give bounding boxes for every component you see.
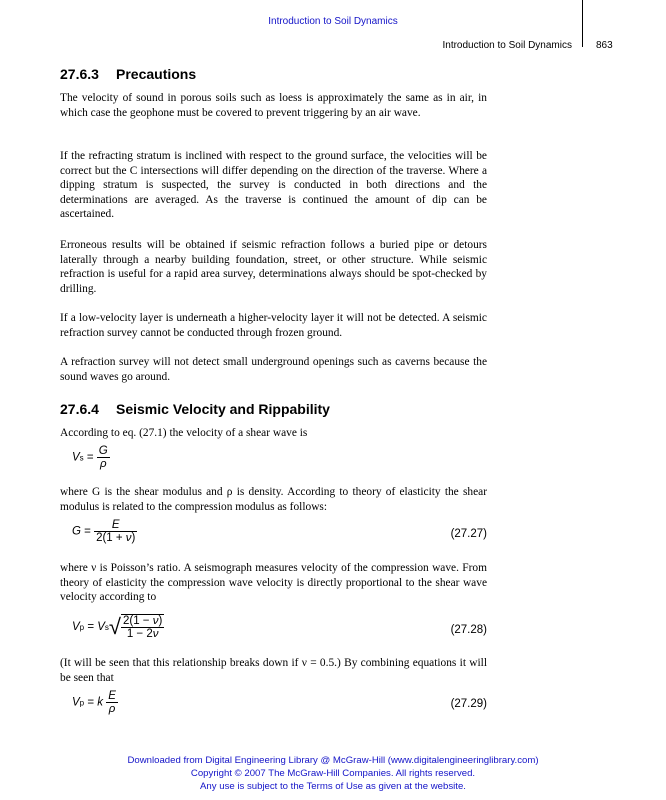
equation-number: (27.28) — [450, 624, 487, 636]
paragraph: where ν is Poisson’s ratio. A seismograph measures velocity of the compression wave. From theory of elasticity the compression wave velocity is directly proportional to the shear wave velocity according to — [60, 562, 487, 604]
paragraph: A refraction survey will not detect small underground openings such as caverns because the sound waves go around. — [60, 356, 487, 383]
paragraph: If the refracting stratum is inclined with respect to the ground surface, the velocities will be correct but the C intersections will differ depending on the direction of the traverse. Where a dipping stratum is suspected, the survey is conducted in both directions and the determinations are averaged. As the traverse is continued the amount of dip can be ascertained. — [60, 150, 487, 221]
top-title-link[interactable]: Introduction to Soil Dynamics — [268, 16, 398, 27]
equation-27-27: G = $\frac{E}{2(1 + \nu)}$ — [72, 519, 136, 544]
equation-number: (27.27) — [450, 528, 487, 540]
footer-terms-link[interactable]: Any use is subject to the Terms of Use as given at the website. — [200, 781, 466, 792]
paragraph: If a low-velocity layer is underneath a higher-velocity layer it will not be detected. A seismic refraction survey cannot be conducted through frozen ground. — [60, 312, 487, 339]
paragraph: Erroneous results will be obtained if seismic refraction follows a buried pipe or detours laterally through a nearby building foundation, street, or other structure. While seismic refraction is useful for a rapid area survey, determinations always should be spot-checked by drilling. — [60, 239, 487, 295]
section-number: 27.6.3 — [60, 66, 99, 82]
section-number: 27.6.4 — [60, 401, 99, 417]
paragraph: The velocity of sound in porous soils such as loess is approximately the same as in air, in which case the geophone must be covered to prevent triggering by an air wave. — [60, 92, 487, 119]
equation-number: (27.29) — [450, 698, 487, 710]
paragraph: According to eq. (27.1) the velocity of a shear wave is — [60, 427, 308, 439]
equation-shear-velocity: Vs = $\frac{G}{\rho}$ — [72, 445, 108, 470]
equation-27-28: Vp = Vs√ $\frac{2(1 - \nu)}{1 - 2\nu}$ — [72, 614, 163, 640]
paragraph: (It will be seen that this relationship breaks down if ν = 0.5.) By combining equations it will be seen that — [60, 657, 487, 684]
footer-copyright[interactable]: Copyright © 2007 The McGraw-Hill Companies. All rights reserved. — [190, 768, 476, 779]
section-title: Seismic Velocity and Rippability — [116, 401, 330, 417]
equation-27-29: Vp = k $\frac{E}{\rho}$ — [72, 690, 116, 715]
header-rule — [582, 0, 583, 47]
section-heading-seismic-velocity — [60, 401, 330, 417]
section-title: Precautions — [116, 66, 197, 82]
section-heading-precautions — [60, 66, 196, 82]
footer-download-link[interactable]: Downloaded from Digital Engineering Library @ McGraw-Hill (www.digitalengineeringlibrary.com) — [127, 755, 539, 766]
page-number: 863 — [596, 40, 613, 51]
paragraph: where G is the shear modulus and ρ is density. According to theory of elasticity the shear modulus is related to the compression modulus as follows: — [60, 486, 487, 513]
running-title: Introduction to Soil Dynamics — [442, 40, 572, 51]
